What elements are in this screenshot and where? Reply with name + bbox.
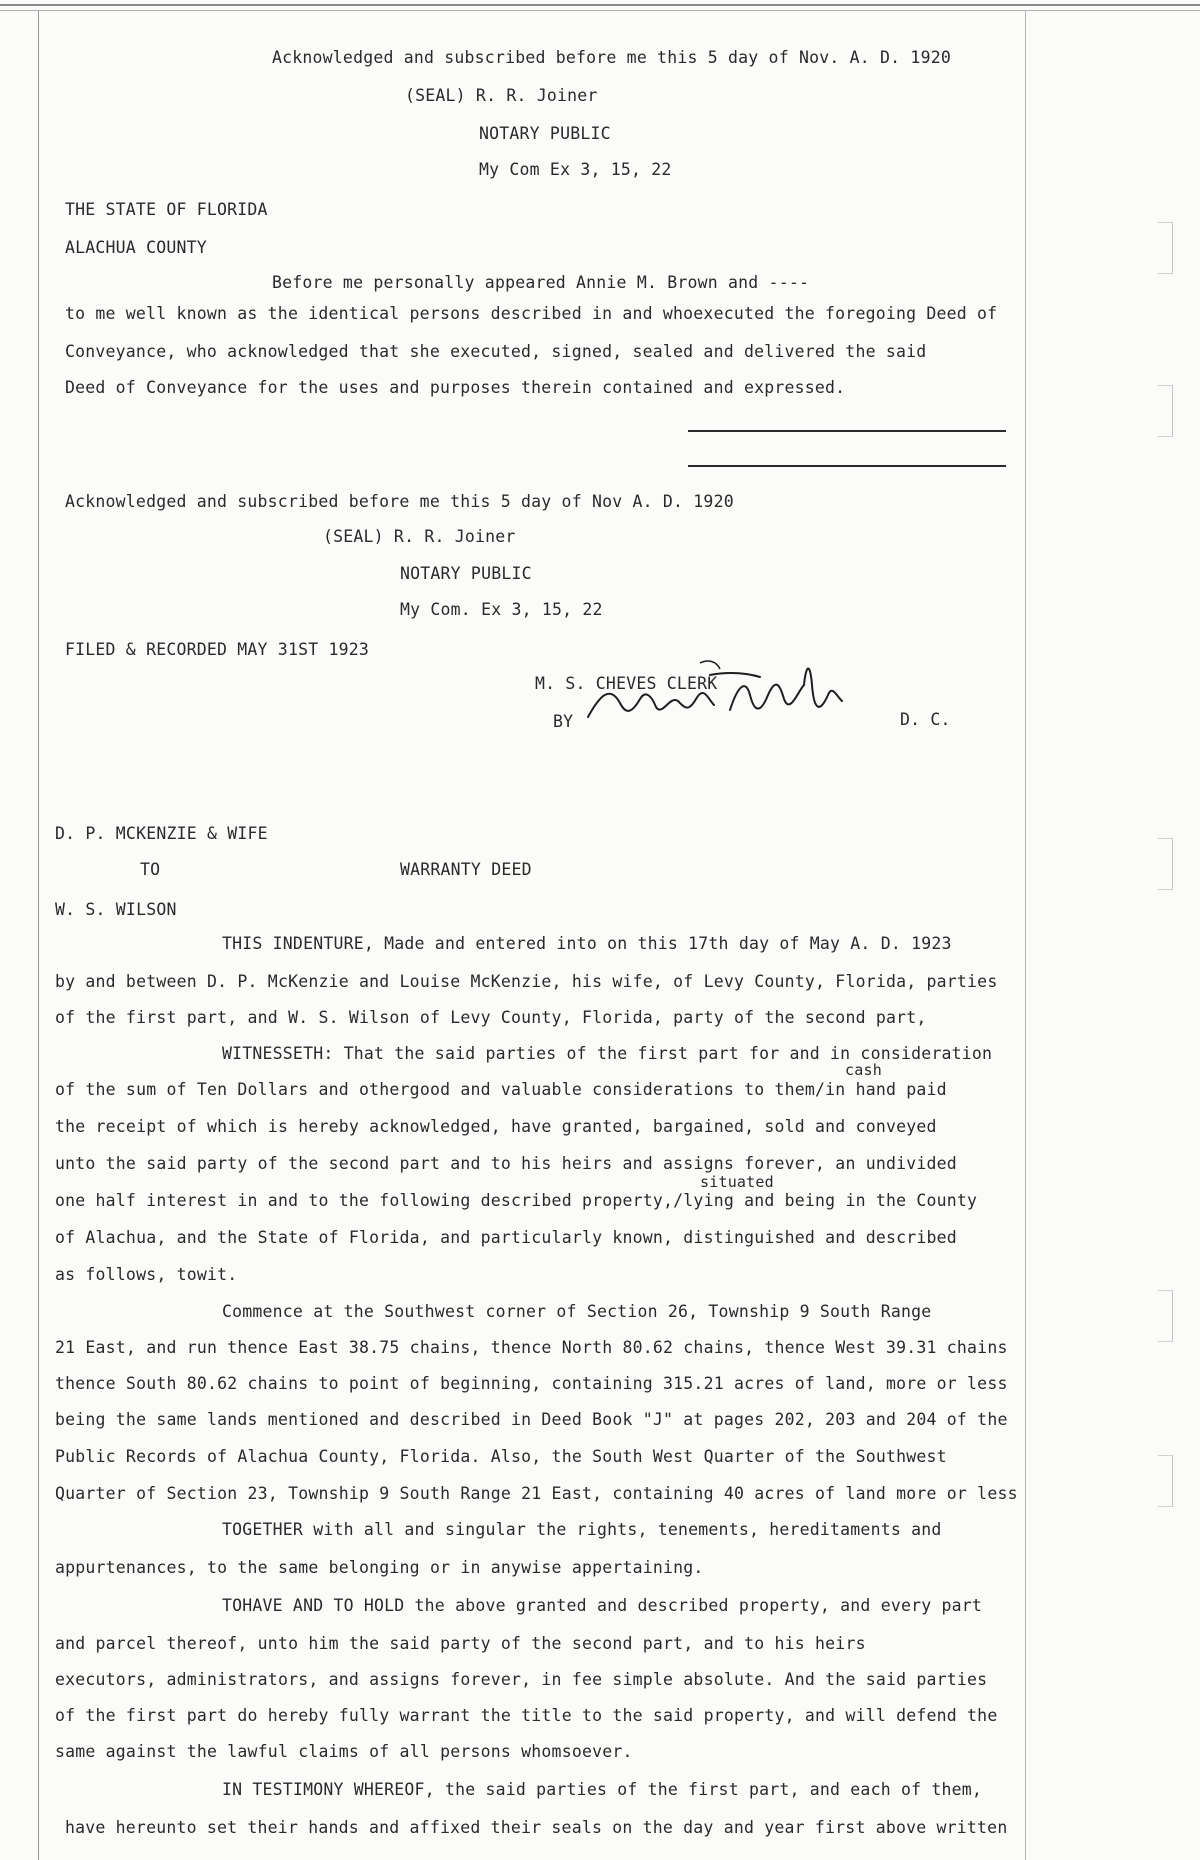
grantee-name: W. S. WILSON <box>55 900 177 919</box>
left-margin-line <box>38 10 39 1860</box>
deed-type: WARRANTY DEED <box>400 860 532 879</box>
deed-line: 21 East, and run thence East 38.75 chains, thence North 80.62 chains, thence West 39.31 chains <box>55 1338 1008 1357</box>
to-label: TO <box>140 860 161 879</box>
second-ack-notary: NOTARY PUBLIC <box>400 564 532 583</box>
deed-line: TOGETHER with all and singular the rights, tenements, hereditaments and <box>222 1520 942 1539</box>
top-border <box>0 4 1200 6</box>
deed-line: TOHAVE AND TO HOLD the above granted and described property, and every part <box>222 1596 983 1615</box>
margin-bracket <box>1158 222 1173 274</box>
deed-line: Public Records of Alachua County, Florida. Also, the South West Quarter of the Southwest <box>55 1447 947 1466</box>
deed-line: WITNESSETH: That the said parties of the first part for and in consideration <box>222 1044 993 1063</box>
deed-line: Commence at the Southwest corner of Section 26, Township 9 South Range <box>222 1302 932 1321</box>
deed-line: same against the lawful claims of all persons whomsoever. <box>55 1742 633 1761</box>
first-ack-notary: NOTARY PUBLIC <box>479 124 611 143</box>
ack-text-line: Deed of Conveyance for the uses and purposes therein contained and expressed. <box>65 378 846 397</box>
deed-line: one half interest in and to the following described property,/lying and being in the County <box>55 1191 978 1210</box>
clerk-signature <box>580 655 860 735</box>
deed-line: unto the said party of the second part and to his heirs and assigns forever, an undivided <box>55 1154 957 1173</box>
second-ack-seal: (SEAL) R. R. Joiner <box>323 527 516 546</box>
deputy-clerk: D. C. <box>900 710 951 729</box>
ack-text-line: to me well known as the identical persons described in and whoexecuted the foregoing Deed of <box>65 304 998 323</box>
first-ack-commission: My Com Ex 3, 15, 22 <box>479 160 672 179</box>
grantor-names: D. P. MCKENZIE & WIFE <box>55 824 268 843</box>
margin-bracket <box>1158 385 1173 437</box>
by-label: BY <box>553 712 574 731</box>
deed-line: appurtenances, to the same belonging or in anywise appertaining. <box>55 1558 704 1577</box>
margin-bracket <box>1158 1455 1173 1507</box>
signature-line <box>688 430 1006 432</box>
interlinear-situated: situated <box>700 1173 774 1191</box>
deed-line: IN TESTIMONY WHEREOF, the said parties of the first part, and each of them, <box>222 1780 983 1799</box>
filed-recorded: FILED & RECORDED MAY 31ST 1923 <box>65 640 370 659</box>
deed-line: as follows, towit. <box>55 1265 238 1284</box>
margin-bracket <box>1158 1290 1173 1342</box>
right-margin-line <box>1025 10 1026 1860</box>
deed-line: and parcel thereof, unto him the said party of the second part, and to his heirs <box>55 1634 866 1653</box>
signature-line <box>688 465 1006 467</box>
second-ack-commission: My Com. Ex 3, 15, 22 <box>400 600 603 619</box>
first-ack-seal: (SEAL) R. R. Joiner <box>405 86 598 105</box>
deed-line: the receipt of which is hereby acknowledged, have granted, bargained, sold and conveyed <box>55 1117 937 1136</box>
deed-line: Quarter of Section 23, Township 9 South Range 21 East, containing 40 acres of land more or less <box>55 1484 1018 1503</box>
deed-line: of the sum of Ten Dollars and othergood and valuable considerations to them/in hand paid <box>55 1080 947 1099</box>
deed-line: thence South 80.62 chains to point of beginning, containing 315.21 acres of land, more or less <box>55 1374 1008 1393</box>
ack-text-line: Conveyance, who acknowledged that she executed, signed, sealed and delivered the said <box>65 342 927 361</box>
deed-line: of the first part, and W. S. Wilson of Levy County, Florida, party of the second part, <box>55 1008 927 1027</box>
deed-line: of Alachua, and the State of Florida, and particularly known, distinguished and described <box>55 1228 957 1247</box>
deed-line: THIS INDENTURE, Made and entered into on this 17th day of May A. D. 1923 <box>222 934 952 953</box>
venue-state: THE STATE OF FLORIDA <box>65 200 268 219</box>
second-ack-line: Acknowledged and subscribed before me this 5 day of Nov A. D. 1920 <box>65 492 734 511</box>
top-border-inner <box>0 10 1200 11</box>
margin-bracket <box>1158 838 1173 890</box>
interlinear-cash: cash <box>845 1061 882 1079</box>
deed-line: have hereunto set their hands and affixed their seals on the day and year first above written <box>65 1818 1008 1837</box>
deed-line: being the same lands mentioned and described in Deed Book "J" at pages 202, 203 and 204 of the <box>55 1410 1008 1429</box>
ack-text-line: Before me personally appeared Annie M. Brown and ---- <box>272 273 810 292</box>
first-ack-line: Acknowledged and subscribed before me this 5 day of Nov. A. D. 1920 <box>272 48 951 67</box>
venue-county: ALACHUA COUNTY <box>65 238 207 257</box>
deed-line: by and between D. P. McKenzie and Louise McKenzie, his wife, of Levy County, Florida, parties <box>55 972 998 991</box>
deed-line: executors, administrators, and assigns forever, in fee simple absolute. And the said parties <box>55 1670 988 1689</box>
deed-line: of the first part do hereby fully warrant the title to the said property, and will defend the <box>55 1706 998 1725</box>
clerk-name: M. S. CHEVES CLERK <box>535 674 718 693</box>
